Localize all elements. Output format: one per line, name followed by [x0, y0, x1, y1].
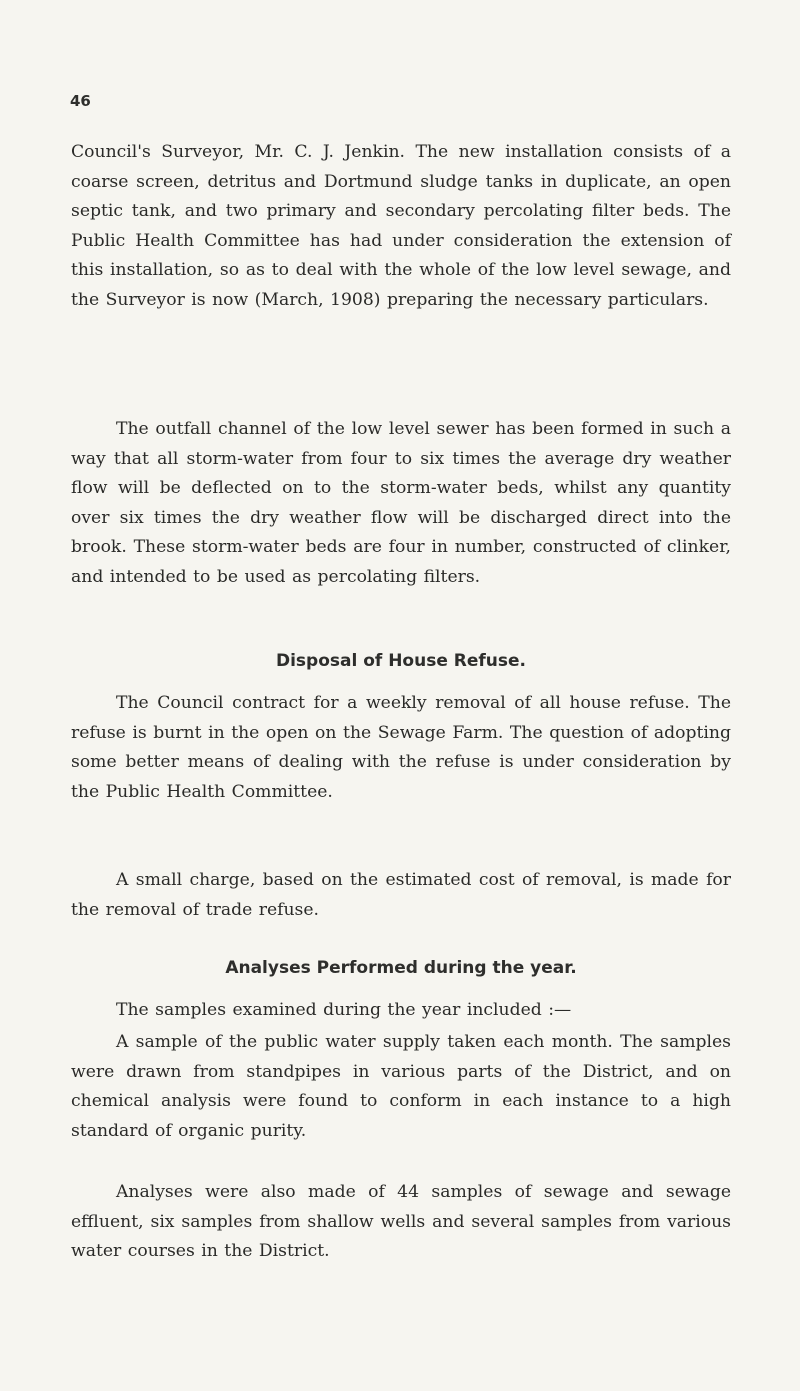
paragraph-samples-intro: The samples examined during the year included :— — [116, 1000, 572, 1020]
page-number: 46 — [70, 92, 91, 110]
heading-disposal-house-refuse: Disposal of House Refuse. — [275, 651, 527, 671]
paragraph-water-supply-samples: A sample of the public water supply taken each month. The samples were drawn from standpipes in various parts of the District, and on chemical analysis were found to conform in each instance to a high standard of organic purity. — [71, 1032, 731, 1141]
paragraph-surveyor-installation: Council's Surveyor, Mr. C. J. Jenkin. The new installation consists of a coarse screen, detritus and Dortmund sludge tanks in duplicate, an open septic tank, and two primary and secondary percolating filter beds. The Public Health Committee has had under consideration the extension of this installation, so as to deal with the whole of the low level sewage, and the Surveyor is now (March, 1908) preparing the necessary particulars. — [71, 142, 731, 310]
paragraph-sewage-analyses: Analyses were also made of 44 samples of sewage and sewage effluent, six samples from shallow wells and several samples from various water courses in the District. — [71, 1182, 731, 1261]
heading-analyses-performed: Analyses Performed during the year. — [225, 958, 577, 978]
paragraph-refuse-removal: The Council contract for a weekly removal of all house refuse. The refuse is burnt in the open on the Sewage Farm. The question of adopting some better means of dealing with the refuse is under consideration by the Public Health Committee. — [71, 693, 731, 802]
paragraph-outfall-channel: The outfall channel of the low level sewer has been formed in such a way that all storm-water from four to six times the average dry weather flow will be deflected on to the storm-water beds, whilst any quantity over six times the dry weather flow will be discharged direct into the brook. These storm-water beds are four in number, constructed of clinker, and intended to be used as percolating filters. — [71, 419, 731, 587]
paragraph-trade-refuse-charge: A small charge, based on the estimated cost of removal, is made for the removal of trade refuse. — [71, 870, 731, 920]
